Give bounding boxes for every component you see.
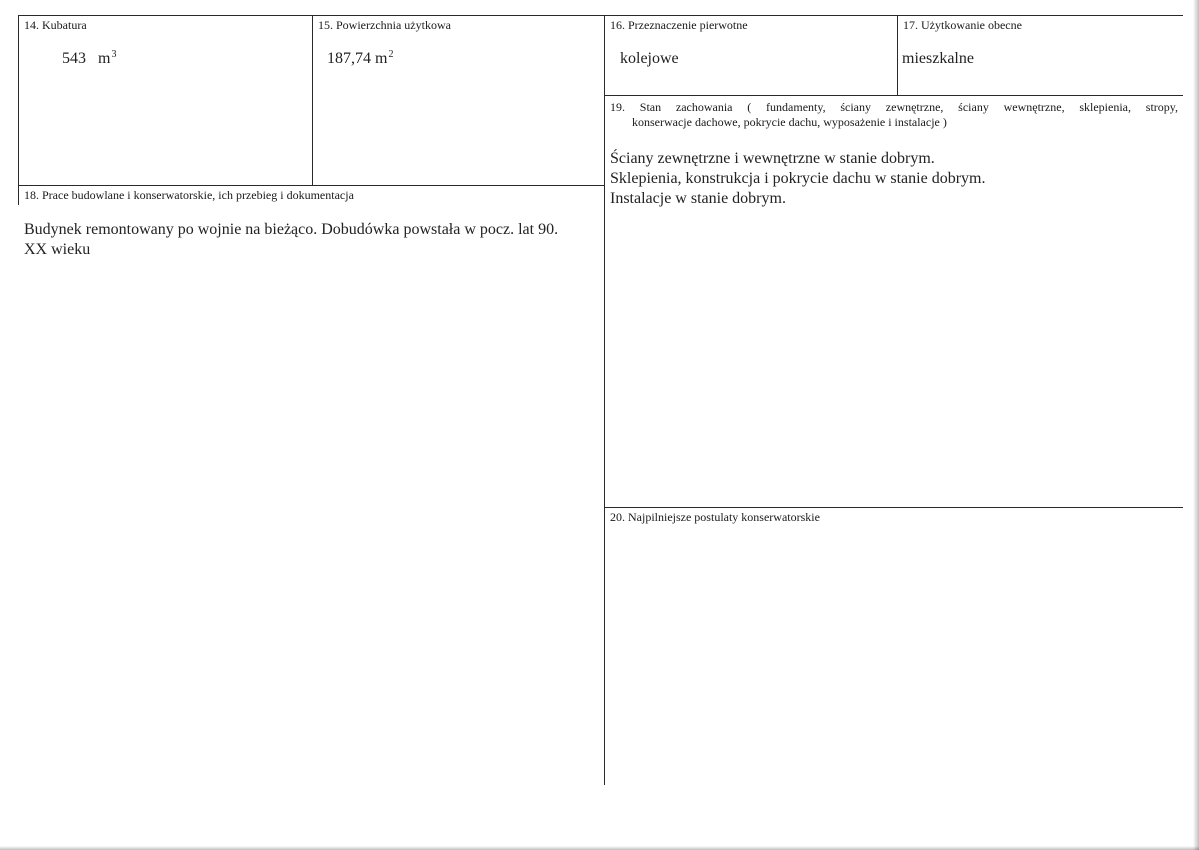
field-15-value	[327, 49, 393, 69]
divider-row-14-18	[18, 185, 604, 186]
center-divider	[604, 15, 605, 785]
field-19-label-line1: 19. Stan zachowania ( fundamenty, ściany zewnętrzne, ściany wewnętrzne, sklepienia, stropy,	[610, 100, 1178, 114]
field-19-text-line1: Ściany zewnętrzne i wewnętrzne w stanie dobrym.	[610, 150, 935, 167]
field-16-value: kolejowe	[620, 50, 679, 67]
field-19-label-line2: konserwacje dachowe, pokrycie dachu, wyposażenie i instalacje )	[632, 115, 947, 129]
field-17-label: 17. Użytkowanie obecne	[903, 18, 1022, 32]
field-16-label: 16. Przeznaczenie pierwotne	[610, 18, 748, 32]
field-17-value: mieszkalne	[902, 50, 974, 67]
field-15-label: 15. Powierzchnia użytkowa	[318, 18, 451, 32]
field-19-text-line2: Sklepienia, konstrukcja i pokrycie dachu w stanie dobrym.	[610, 170, 986, 187]
field-14-label: 14. Kubatura	[24, 18, 87, 32]
field-14-value	[62, 49, 116, 69]
field-14-unit-exponent: 3	[111, 49, 117, 60]
field-14-number: 543	[62, 50, 86, 67]
field-18-label: 18. Prace budowlane i konserwatorskie, ich przebieg i dokumentacja	[24, 188, 354, 202]
field-19-text-line3: Instalacje w stanie dobrym.	[610, 190, 786, 207]
divider-16-17	[897, 15, 898, 95]
field-15-number: 187,74 m	[327, 50, 388, 67]
scan-edge-bottom	[0, 846, 1199, 850]
divider-row-19-20	[604, 507, 1183, 508]
top-border	[18, 15, 1183, 16]
field-18-text-line2: XX wieku	[24, 241, 91, 258]
field-18-text-line1: Budynek remontowany po wojnie na bieżąco. Dobudówka powstała w pocz. lat 90.	[24, 221, 559, 238]
field-15-unit-exponent: 2	[388, 49, 394, 60]
scan-edge-right	[1193, 0, 1199, 850]
divider-row-16-19	[604, 95, 1183, 96]
divider-14-15	[312, 15, 313, 185]
left-border	[18, 15, 19, 205]
field-14-unit: m	[98, 50, 111, 67]
field-20-label: 20. Najpilniejsze postulaty konserwatorskie	[610, 510, 820, 524]
